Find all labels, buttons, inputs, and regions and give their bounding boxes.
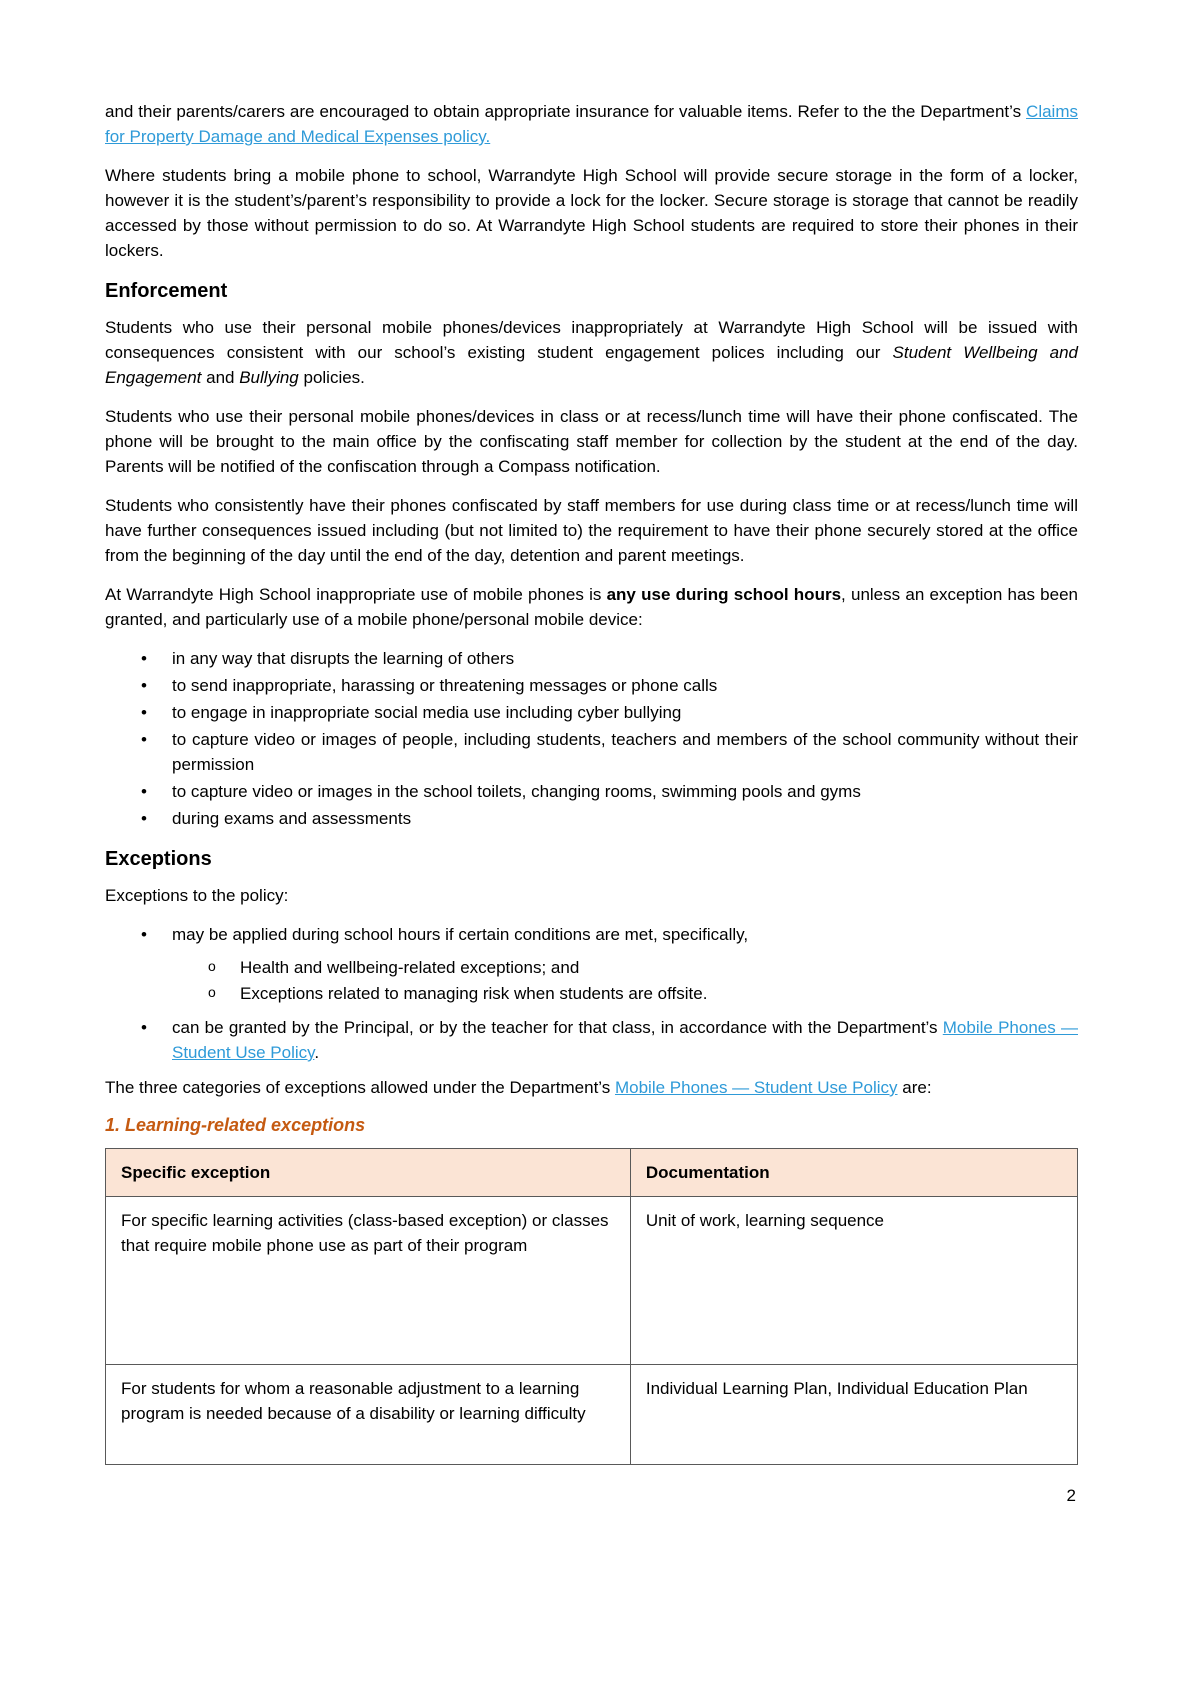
sub-bullet-item: o Exceptions related to managing risk when students are offsite.: [240, 981, 1078, 1006]
table-header-cell-specific-exception: Specific exception: [106, 1149, 631, 1197]
exceptions-heading: Exceptions: [105, 848, 212, 870]
bullet-item: • to capture video or images of people, including students, teachers and members of the school community without their permission: [172, 727, 1078, 777]
text-run: are:: [897, 1078, 932, 1097]
inappropriate-use-list: [105, 646, 1078, 831]
table-header-cell-documentation: Documentation: [630, 1149, 1077, 1197]
exceptions-sub-list: [172, 955, 1078, 1006]
policy-title-italic: Bullying: [239, 368, 299, 387]
table-cell: Individual Learning Plan, Individual Education Plan: [630, 1365, 1077, 1465]
enforcement-heading: Enforcement: [105, 280, 228, 302]
bullet-item: • to capture video or images in the school toilets, changing rooms, swimming pools and gyms: [172, 779, 1078, 804]
inappropriate-use-paragraph: [105, 582, 1078, 632]
mobile-phones-policy-link[interactable]: Mobile Phones — Student Use Policy: [172, 1018, 1078, 1062]
text-run: and: [201, 368, 240, 387]
table-row: [106, 1365, 1078, 1465]
policy-title-italic: Student Wellbeing and Engagement: [105, 343, 1078, 387]
confiscation-paragraph: Students who use their personal mobile phones/devices in class or at recess/lunch time will have their phone confiscated. The phone will be brought to the main office by the confiscating staff member for collection by the student at the end of the day. Parents will be notified of the confiscation through a Compass notification.: [105, 407, 1078, 476]
insurance-paragraph: [105, 99, 1078, 149]
bullet-item: • to engage in inappropriate social media use including cyber bullying: [172, 700, 1078, 725]
categories-paragraph: [105, 1075, 1078, 1100]
exceptions-intro-paragraph: Exceptions to the policy:: [105, 886, 289, 905]
text-run: , unless an exception has been granted, and particularly use of a mobile phone/personal mobile device:: [105, 585, 1079, 629]
mobile-phones-policy-link[interactable]: Mobile Phones — Student Use Policy: [614, 1078, 898, 1097]
claims-policy-link[interactable]: Claims for Property Damage and Medical Expenses policy.: [105, 102, 1078, 146]
table-cell: For specific learning activities (class-based exception) or classes that require mobile phone use as part of their program: [106, 1197, 631, 1365]
text-run: Students who use their personal mobile phones/devices inappropriately at Warrandyte High School will be issued with consequences consistent with our school’s existing student engagement polices including our: [105, 318, 1078, 362]
bullet-item: • to send inappropriate, harassing or threatening messages or phone calls: [172, 673, 1078, 698]
bold-emphasis: any use during school hours: [606, 585, 842, 604]
text-run: and their parents/carers are encouraged to obtain appropriate insurance for valuable items. Refer to the the Department’s: [105, 102, 1027, 121]
text-run: .: [314, 1043, 320, 1062]
text-run: At Warrandyte High School inappropriate use of mobile phones is: [105, 585, 607, 604]
text-run: The three categories of exceptions allowed under the Department’s: [105, 1078, 615, 1097]
text-run: can be granted by the Principal, or by the teacher for that class, in accordance with the Department’s: [172, 1018, 943, 1037]
consequences-paragraph: [105, 315, 1078, 390]
text-run: may be applied during school hours if certain conditions are met, specifically,: [172, 925, 749, 944]
table-row: [106, 1197, 1078, 1365]
exceptions-list: [105, 922, 1078, 1065]
text-run: policies.: [298, 368, 365, 387]
page-number: 2: [1066, 1486, 1076, 1505]
table-cell: For students for whom a reasonable adjustment to a learning program is needed because of a disability or learning difficulty: [106, 1365, 631, 1465]
learning-exceptions-table: [105, 1148, 1078, 1465]
bullet-item: • in any way that disrupts the learning of others: [172, 646, 1078, 671]
repeat-offenders-paragraph: Students who consistently have their phones confiscated by staff members for use during class time or at recess/lunch time will have further consequences issued including (but not limited to) the requirement to have their phone securely stored at the office from the beginning of the day until the end of the day, detention and parent meetings.: [105, 496, 1078, 565]
table-header-row: [106, 1149, 1078, 1197]
storage-paragraph: Where students bring a mobile phone to school, Warrandyte High School will provide secure storage in the form of a locker, however it is the student’s/parent’s responsibility to provide a lock for the locker. Secure storage is storage that cannot be readily accessed by those without permission to do so. At Warrandyte High School students are required to store their phones in their lockers.: [105, 166, 1078, 260]
learning-exceptions-heading: 1. Learning-related exceptions: [105, 1115, 366, 1135]
bullet-item: • during exams and assessments: [172, 806, 1078, 831]
sub-bullet-item: o Health and wellbeing-related exceptions; and: [240, 955, 1078, 980]
bullet-item: [172, 1015, 1078, 1065]
table-cell: Unit of work, learning sequence: [630, 1197, 1077, 1365]
bullet-item: [172, 922, 1078, 1006]
